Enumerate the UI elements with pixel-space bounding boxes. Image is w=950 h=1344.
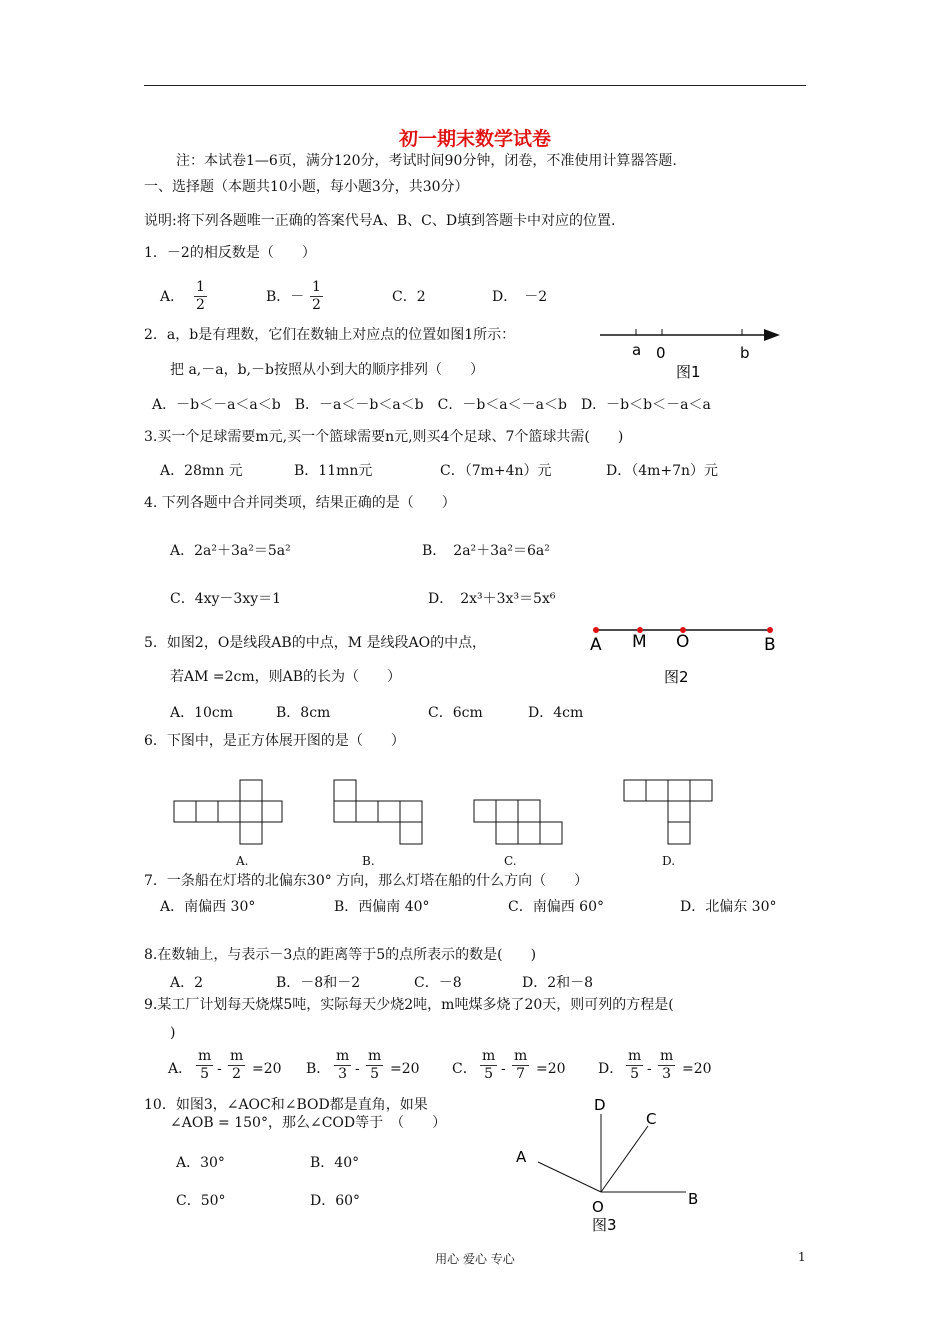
cube-net-b (332, 778, 424, 848)
q9-option-c-label: C． (452, 1061, 477, 1077)
label-point-o: O (676, 632, 690, 652)
q9-b-num-2: m (368, 1048, 382, 1064)
label-vertex-o: O (592, 1198, 604, 1216)
q9-d-minus: - (647, 1061, 652, 1077)
q1-option-b-label: B．－ (266, 289, 305, 305)
q8-option-d: D．2和－8 (522, 975, 594, 991)
q9-c-den-2: 7 (516, 1066, 526, 1082)
q3-option-b: B．11mn元 (294, 463, 373, 479)
exam-note: 注：本试卷1—6页，满分120分，考试时间90分钟，闭卷，不准使用计算器答题. (176, 153, 677, 169)
q6-option-a: A. (236, 854, 249, 868)
q1-option-d: D． －2 (492, 289, 548, 305)
q6-option-d: D. (662, 854, 676, 868)
q10-option-d: D．60° (310, 1193, 361, 1209)
instruction: 说明:将下列各题唯一正确的答案代号A、B、C、D填到答题卡中对应的位置. (144, 213, 616, 229)
q10-option-c: C．50° (176, 1193, 226, 1209)
q3-option-a: A．28mn 元 (160, 463, 243, 479)
q7-stem: 7．一条船在灯塔的北偏东30° 方向，那么灯塔在船的什么方向（ ） (144, 873, 589, 889)
figure-1-caption: 图1 (676, 363, 701, 381)
q9-b-fraction-2 (366, 1048, 383, 1083)
section-heading: 一、选择题（本题共10小题，每小题3分，共30分） (144, 179, 469, 195)
q9-option-b-label: B． (306, 1061, 331, 1077)
q9-d-den-2: 3 (662, 1066, 672, 1082)
q9-a-fraction-1 (196, 1048, 213, 1083)
q5-option-c: C．6cm (428, 705, 483, 721)
q7-option-b: B．西偏南 40° (334, 899, 430, 915)
q9-b-equals: =20 (390, 1061, 420, 1077)
q7-option-a: A．南偏西 30° (160, 899, 256, 915)
q1-option-c: C．2 (392, 289, 426, 305)
label-ray-d: D (594, 1096, 606, 1114)
label-point-m: M (632, 632, 647, 652)
q6-option-c: C. (504, 854, 517, 868)
q9-c-fraction-1 (480, 1048, 497, 1083)
segment-figure-2 (588, 620, 788, 690)
q9-d-fraction-2 (658, 1048, 675, 1083)
q3-option-c: C．（7m+4n）元 (440, 463, 552, 479)
q10-option-a: A．30° (176, 1155, 225, 1171)
ray-oa (538, 1162, 601, 1192)
q9-c-minus: - (501, 1061, 506, 1077)
q9-option-d-label: D． (598, 1061, 624, 1077)
q6-stem: 6．下图中，是正方体展开图的是（ ） (144, 733, 405, 749)
q4-option-c: C．4xy－3xy＝1 (170, 591, 282, 607)
q9-b-num-1: m (336, 1048, 350, 1064)
q4-option-d: D． 2x³＋3x³＝5x⁶ (428, 591, 556, 607)
q9-c-fraction-2 (512, 1048, 529, 1083)
q9-option-a-label: A． (168, 1061, 193, 1077)
cube-net-d (622, 778, 714, 848)
page-footer: 用心 爱心 专心 (435, 1252, 515, 1266)
angle-figure-3 (510, 1092, 710, 1242)
q9-b-fraction-1 (334, 1048, 351, 1083)
q3-stem: 3.买一个足球需要m元,买一个篮球需要n元,则买4个足球、7个篮球共需( ) (144, 429, 624, 445)
q4-option-a: A．2a²＋3a²＝5a² (170, 543, 291, 559)
q9-c-equals: =20 (536, 1061, 566, 1077)
q9-a-fraction-2 (228, 1048, 245, 1083)
q8-option-b: B．－8和－2 (276, 975, 361, 991)
q9-d-equals: =20 (682, 1061, 712, 1077)
q9-b-den-1: 3 (338, 1066, 348, 1082)
q4-stem: 4. 下列各题中合并同类项，结果正确的是（ ） (144, 495, 456, 511)
q1-b-denominator: 2 (312, 297, 321, 313)
q9-c-den-1: 5 (484, 1066, 494, 1082)
q5-option-b: B．8cm (276, 705, 331, 721)
q2-stem: 2．a，b是有理数，它们在数轴上对应点的位置如图1所示： (144, 327, 516, 343)
q4-option-b: B． 2a²＋3a²＝6a² (422, 543, 550, 559)
q5-option-d: D．4cm (528, 705, 584, 721)
label-b: b (740, 344, 750, 362)
q9-a-den-1: 5 (200, 1066, 210, 1082)
label-point-b: B (764, 635, 776, 655)
q10-stem: 10．如图3，∠AOC和∠BOD都是直角，如果 (144, 1097, 428, 1113)
label-ray-c: C (646, 1110, 657, 1128)
q1-b-numerator: 1 (312, 279, 321, 295)
point-b (767, 627, 773, 633)
q1-stem: 1．－2的相反数是（ ） (144, 245, 316, 261)
page-title: 初一期末数学试卷 (398, 128, 551, 150)
q9-d-num-1: m (628, 1048, 642, 1064)
q9-stem-2: ) (170, 1025, 176, 1041)
q2-stem-2: 把 a,－a，b,－b按照从小到大的顺序排列（ ） (170, 362, 484, 378)
q8-option-a: A．2 (170, 975, 204, 991)
q2-options: A．－b＜－a＜a＜b B．－a＜－b＜a＜b C．－b＜a＜－a＜b D．－b＜b＜－a＜a (152, 397, 711, 413)
label-zero: 0 (656, 344, 666, 362)
q1-option-a-label: A． (160, 289, 185, 305)
q9-a-num-1: m (198, 1048, 212, 1064)
label-ray-a: A (516, 1148, 527, 1166)
label-point-a: A (590, 635, 602, 655)
number-line-arrow (764, 329, 780, 341)
label-ray-b: B (688, 1190, 699, 1208)
q9-a-equals: =20 (252, 1061, 282, 1077)
q1-option-a-fraction (194, 279, 207, 314)
cube-net-c (472, 798, 564, 848)
cube-net-a (172, 778, 284, 848)
q9-stem: 9.某工厂计划每天烧煤5吨，实际每天少烧2吨，m吨煤多烧了20天，则可列的方程是( (144, 997, 674, 1013)
q9-b-den-2: 5 (370, 1066, 380, 1082)
header-rule (144, 85, 806, 86)
point-a (593, 627, 599, 633)
q3-option-d: D．（4m+7n）元 (606, 463, 719, 479)
q10-stem-2: ∠AOB = 150°，那么∠COD等于 （ ） (170, 1115, 447, 1131)
number-line-figure-1 (598, 320, 788, 380)
q5-stem-2: 若AM =2cm，则AB的长为（ ） (170, 669, 402, 685)
label-a: a (632, 341, 642, 359)
q1-option-b-fraction (310, 279, 323, 314)
q9-b-minus: - (355, 1061, 360, 1077)
q7-option-c: C．南偏西 60° (508, 899, 604, 915)
q1-a-denominator: 2 (196, 297, 205, 313)
q9-a-den-2: 2 (232, 1066, 242, 1082)
q1-a-numerator: 1 (196, 279, 205, 295)
q9-d-den-1: 5 (630, 1066, 640, 1082)
q7-option-d: D．北偏东 30° (680, 899, 777, 915)
q5-option-a: A．10cm (170, 705, 234, 721)
q9-c-num-1: m (482, 1048, 496, 1064)
q9-c-num-2: m (514, 1048, 528, 1064)
q9-a-minus: - (217, 1061, 222, 1077)
page-number: 1 (798, 1250, 806, 1264)
figure-3-caption: 图3 (592, 1216, 617, 1234)
figure-2-caption: 图2 (664, 668, 689, 686)
q10-option-b: B．40° (310, 1155, 360, 1171)
q9-d-fraction-1 (626, 1048, 643, 1083)
q9-a-num-2: m (230, 1048, 244, 1064)
ray-oc (601, 1126, 648, 1192)
q5-stem: 5．如图2，O是线段AB的中点，M 是线段AO的中点， (144, 635, 487, 651)
q9-d-num-2: m (660, 1048, 674, 1064)
q6-option-b: B. (362, 854, 375, 868)
q8-option-c: C．－8 (414, 975, 462, 991)
q8-stem: 8.在数轴上，与表示－3点的距离等于5的点所表示的数是( ) (144, 947, 537, 963)
